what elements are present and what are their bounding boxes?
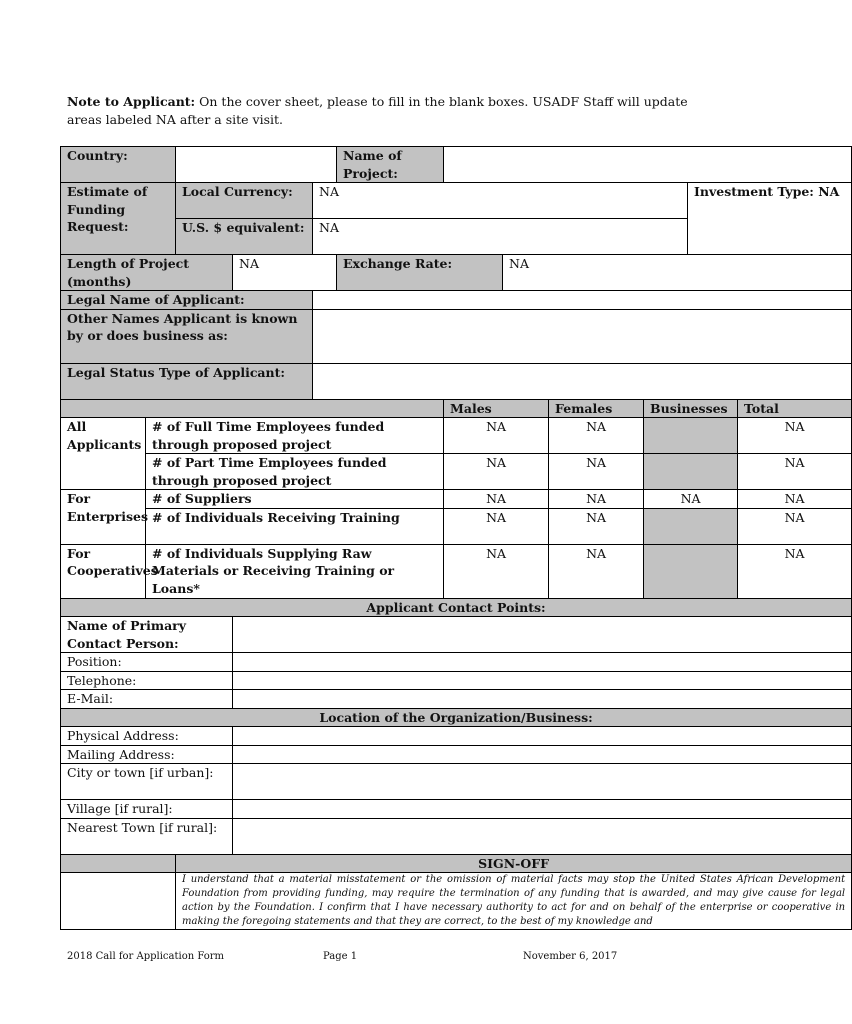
training-label: # of Individuals Receiving Training bbox=[146, 508, 444, 544]
telephone-input[interactable] bbox=[233, 671, 852, 690]
suppliers-males: NA bbox=[444, 490, 549, 509]
signoff-blank bbox=[61, 854, 176, 873]
investment-type: Investment Type: NA bbox=[688, 183, 852, 255]
legal-name-input[interactable] bbox=[313, 291, 852, 310]
email-input[interactable] bbox=[233, 690, 852, 709]
raw-materials-males: NA bbox=[444, 544, 549, 598]
full-time-females: NA bbox=[549, 418, 644, 454]
mailing-address-input[interactable] bbox=[233, 745, 852, 764]
local-currency-value: NA bbox=[313, 183, 688, 219]
length-label: Length of Project (months) bbox=[61, 255, 233, 291]
mailing-address-label: Mailing Address: bbox=[61, 745, 233, 764]
length-value: NA bbox=[233, 255, 337, 291]
training-males: NA bbox=[444, 508, 549, 544]
application-form-table bbox=[60, 146, 852, 930]
note-text: On the cover sheet, please to fill in the blank boxes. USADF Staff will update areas labeled NA after a site visit. bbox=[67, 94, 688, 127]
exchange-rate-label: Exchange Rate: bbox=[337, 255, 503, 291]
note-to-applicant bbox=[67, 93, 707, 128]
physical-address-input[interactable] bbox=[233, 727, 852, 746]
all-applicants-label: All Applicants bbox=[61, 418, 146, 490]
suppliers-businesses: NA bbox=[644, 490, 738, 509]
note-label: Note to Applicant: bbox=[67, 94, 196, 109]
employment-header-blank bbox=[61, 399, 444, 418]
training-total: NA bbox=[738, 508, 852, 544]
exchange-rate-value: NA bbox=[503, 255, 852, 291]
nearest-town-label: Nearest Town [if rural]: bbox=[61, 818, 233, 854]
other-names-input[interactable] bbox=[313, 309, 852, 363]
village-label: Village [if rural]: bbox=[61, 800, 233, 819]
village-input[interactable] bbox=[233, 800, 852, 819]
position-input[interactable] bbox=[233, 653, 852, 672]
estimate-label: Estimate of Funding Request: bbox=[61, 183, 176, 255]
legal-status-input[interactable] bbox=[313, 363, 852, 399]
cooperatives-label: For Cooperatives bbox=[61, 544, 146, 598]
part-time-label: # of Part Time Employees funded through proposed project bbox=[146, 454, 444, 490]
part-time-businesses bbox=[644, 454, 738, 490]
primary-contact-input[interactable] bbox=[233, 617, 852, 653]
signoff-statement: I understand that a material misstatement or the omission of material facts may stop the United States African Development Foundation from providing funding, may require the termination of any funding that is awarded, and may give cause for legal action by the Foundation. I confirm that I have necessary authority to act for and on behalf of the enterprise or cooperative in making the foregoing statements and that they are correct, to the best of my knowledge and bbox=[182, 874, 846, 927]
other-names-label: Other Names Applicant is known by or does business as: bbox=[61, 309, 313, 363]
physical-address-label: Physical Address: bbox=[61, 727, 233, 746]
legal-status-label: Legal Status Type of Applicant: bbox=[61, 363, 313, 399]
usd-value: NA bbox=[313, 219, 688, 255]
position-label: Position: bbox=[61, 653, 233, 672]
enterprises-label: For Enterprises bbox=[61, 490, 146, 545]
col-businesses: Businesses bbox=[644, 399, 738, 418]
footer-page-number: Page 1 bbox=[323, 951, 358, 962]
project-name-input[interactable] bbox=[444, 147, 852, 183]
full-time-total: NA bbox=[738, 418, 852, 454]
country-input[interactable] bbox=[176, 147, 337, 183]
legal-name-label: Legal Name of Applicant: bbox=[61, 291, 313, 310]
part-time-females: NA bbox=[549, 454, 644, 490]
full-time-businesses bbox=[644, 418, 738, 454]
usd-label: U.S. $ equivalent: bbox=[176, 219, 313, 255]
project-name-label: Name of Project: bbox=[337, 147, 444, 183]
col-total: Total bbox=[738, 399, 852, 418]
part-time-total: NA bbox=[738, 454, 852, 490]
raw-materials-businesses bbox=[644, 544, 738, 598]
suppliers-label: # of Suppliers bbox=[146, 490, 444, 509]
training-businesses bbox=[644, 508, 738, 544]
training-females: NA bbox=[549, 508, 644, 544]
city-input[interactable] bbox=[233, 764, 852, 800]
telephone-label: Telephone: bbox=[61, 671, 233, 690]
primary-contact-label: Name of Primary Contact Person: bbox=[61, 617, 233, 653]
local-currency-label: Local Currency: bbox=[176, 183, 313, 219]
suppliers-total: NA bbox=[738, 490, 852, 509]
footer-form-name: 2018 Call for Application Form bbox=[67, 951, 225, 962]
raw-materials-total: NA bbox=[738, 544, 852, 598]
city-label: City or town [if urban]: bbox=[61, 764, 233, 800]
nearest-town-input[interactable] bbox=[233, 818, 852, 854]
col-males: Males bbox=[444, 399, 549, 418]
footer-date: November 6, 2017 bbox=[523, 951, 618, 962]
raw-materials-females: NA bbox=[549, 544, 644, 598]
col-females: Females bbox=[549, 399, 644, 418]
full-time-males: NA bbox=[444, 418, 549, 454]
suppliers-females: NA bbox=[549, 490, 644, 509]
part-time-males: NA bbox=[444, 454, 549, 490]
raw-materials-label: # of Individuals Supplying Raw Materials or Receiving Training or Loans* bbox=[146, 544, 444, 598]
signoff-heading: SIGN-OFF bbox=[176, 854, 852, 873]
contact-points-heading: Applicant Contact Points: bbox=[61, 598, 852, 617]
country-label: Country: bbox=[61, 147, 176, 183]
full-time-label: # of Full Time Employees funded through proposed project bbox=[146, 418, 444, 454]
location-heading: Location of the Organization/Business: bbox=[61, 708, 852, 727]
signoff-left-cell bbox=[61, 873, 176, 930]
email-label: E-Mail: bbox=[61, 690, 233, 709]
